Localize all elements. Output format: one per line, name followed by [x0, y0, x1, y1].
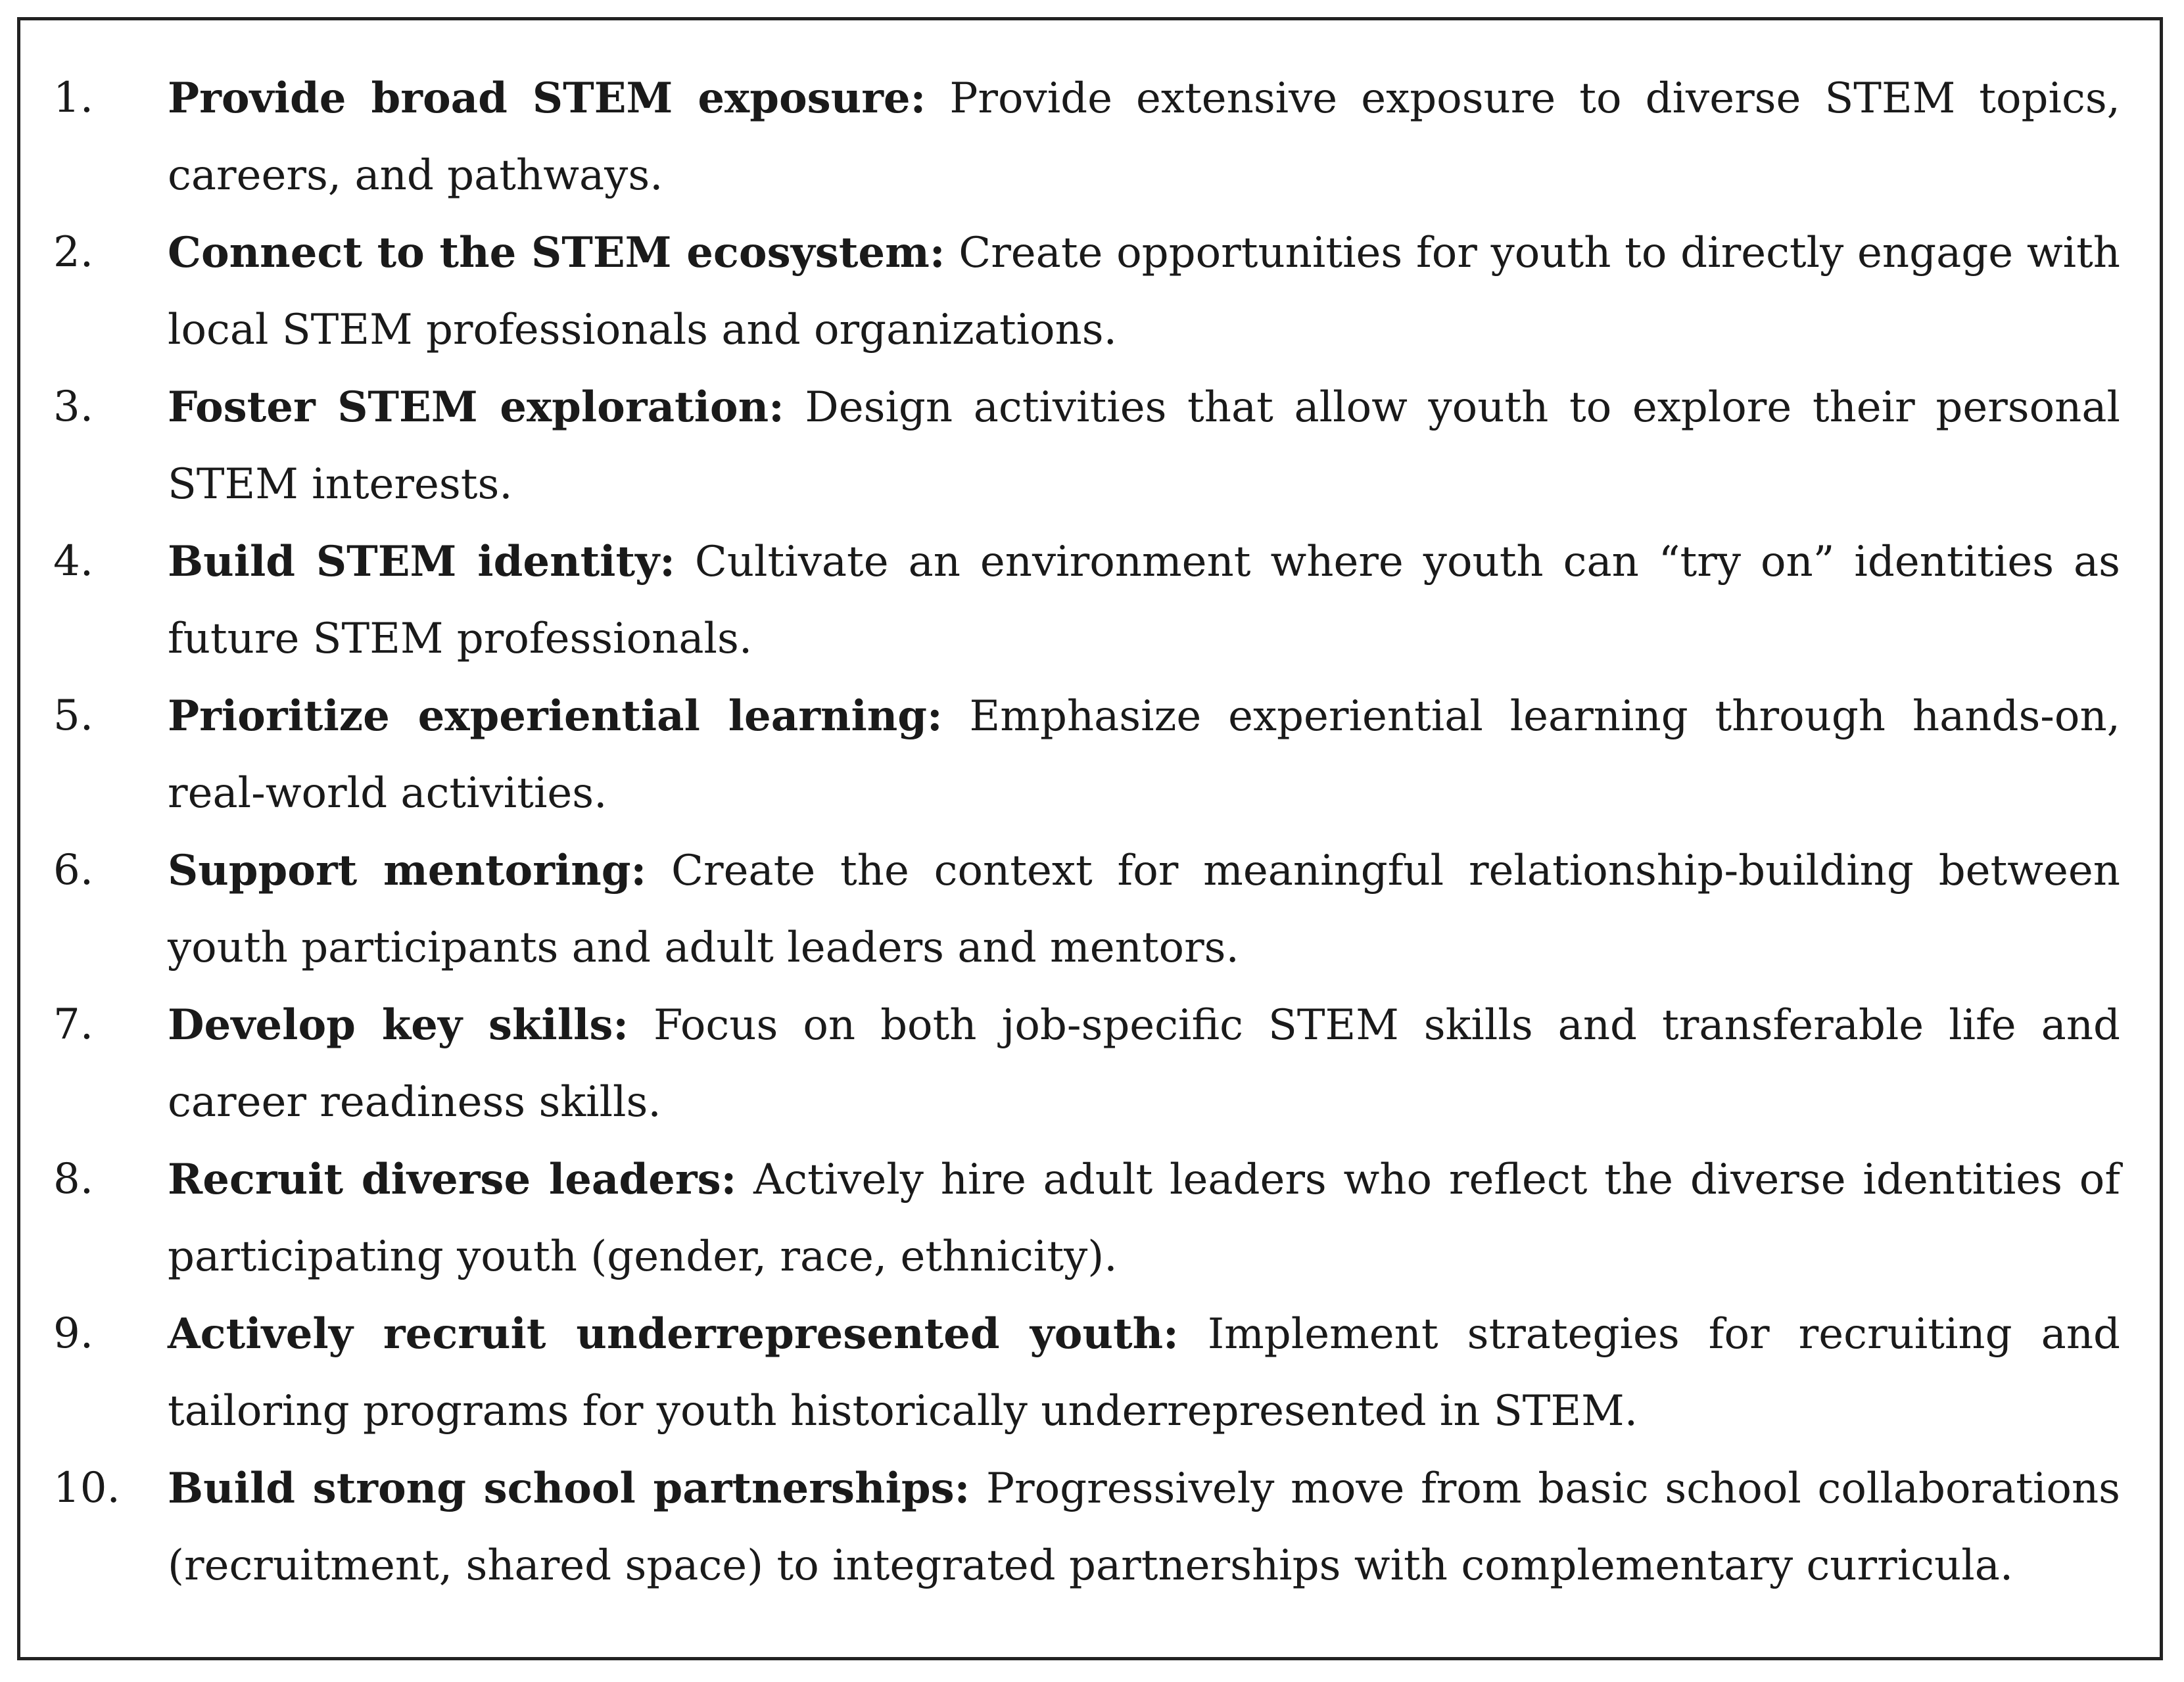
list-item — [53, 1141, 2120, 1296]
item-number: 3. — [53, 383, 94, 431]
item-heading: Recruit diverse leaders: — [168, 1155, 737, 1204]
item-heading: Provide broad STEM exposure: — [168, 74, 926, 123]
item-heading: Prioritize experiential learning: — [168, 691, 943, 741]
item-text — [168, 1450, 2120, 1604]
list-item — [53, 523, 2120, 678]
list-item — [53, 678, 2120, 832]
item-text — [168, 987, 2120, 1141]
item-body: Focus on both job-specific STEM skills and transferable life and career readiness skills. — [168, 1001, 2120, 1127]
item-text — [168, 832, 2120, 987]
item-body: Design activities that allow youth to explore their personal STEM interests. — [168, 383, 2121, 509]
item-number: 10. — [53, 1464, 120, 1512]
item-body: Provide extensive exposure to diverse STEM topics, careers, and pathways. — [168, 74, 2121, 200]
item-text — [168, 523, 2120, 678]
list-item — [53, 60, 2120, 214]
item-number: 2. — [53, 228, 94, 277]
list-item — [53, 1450, 2120, 1604]
item-text — [168, 1141, 2120, 1296]
item-body: Implement strategies for recruiting and tailoring programs for youth historically underrepresented in STEM. — [168, 1310, 2121, 1436]
item-body: Cultivate an environment where youth can “try on” identities as future STEM professionals. — [168, 538, 2121, 663]
item-body: Create the context for meaningful relationship-building between youth participants and adult leaders and mentors. — [168, 847, 2121, 972]
list-item — [53, 987, 2120, 1141]
list-item — [53, 832, 2120, 987]
item-heading: Develop key skills: — [168, 1000, 629, 1050]
item-body: Progressively move from basic school collaborations (recruitment, shared space) to integrated partnerships with complementary curricula. — [168, 1464, 2121, 1590]
item-heading: Build STEM identity: — [168, 537, 675, 586]
item-heading: Build strong school partnerships: — [168, 1464, 970, 1513]
item-body: Actively hire adult leaders who reflect the diverse identities of participating youth (gender, race, ethnicity). — [168, 1156, 2121, 1281]
item-heading: Connect to the STEM ecosystem: — [168, 228, 945, 277]
item-number: 8. — [53, 1155, 94, 1203]
item-number: 9. — [53, 1309, 94, 1358]
principles-list — [53, 60, 2120, 1604]
item-text — [168, 678, 2120, 832]
item-number: 1. — [53, 74, 94, 122]
item-number: 6. — [53, 846, 94, 895]
item-text — [168, 369, 2120, 523]
item-number: 5. — [53, 691, 94, 740]
list-item — [53, 369, 2120, 523]
item-heading: Foster STEM exploration: — [168, 383, 784, 432]
item-text — [168, 1296, 2120, 1450]
item-body: Emphasize experiential learning through hands-on, real-world activities. — [168, 692, 2121, 818]
list-item — [53, 214, 2120, 369]
item-text — [168, 60, 2120, 214]
item-heading: Support mentoring: — [168, 846, 647, 895]
list-item — [53, 1296, 2120, 1450]
item-text — [168, 214, 2120, 369]
item-heading: Actively recruit underrepresented youth: — [168, 1309, 1179, 1359]
item-number: 4. — [53, 537, 94, 586]
boxed-list-frame — [17, 17, 2163, 1660]
item-body: Create opportunities for youth to directly engage with local STEM professionals and organizations. — [168, 229, 2121, 354]
item-number: 7. — [53, 1000, 94, 1049]
